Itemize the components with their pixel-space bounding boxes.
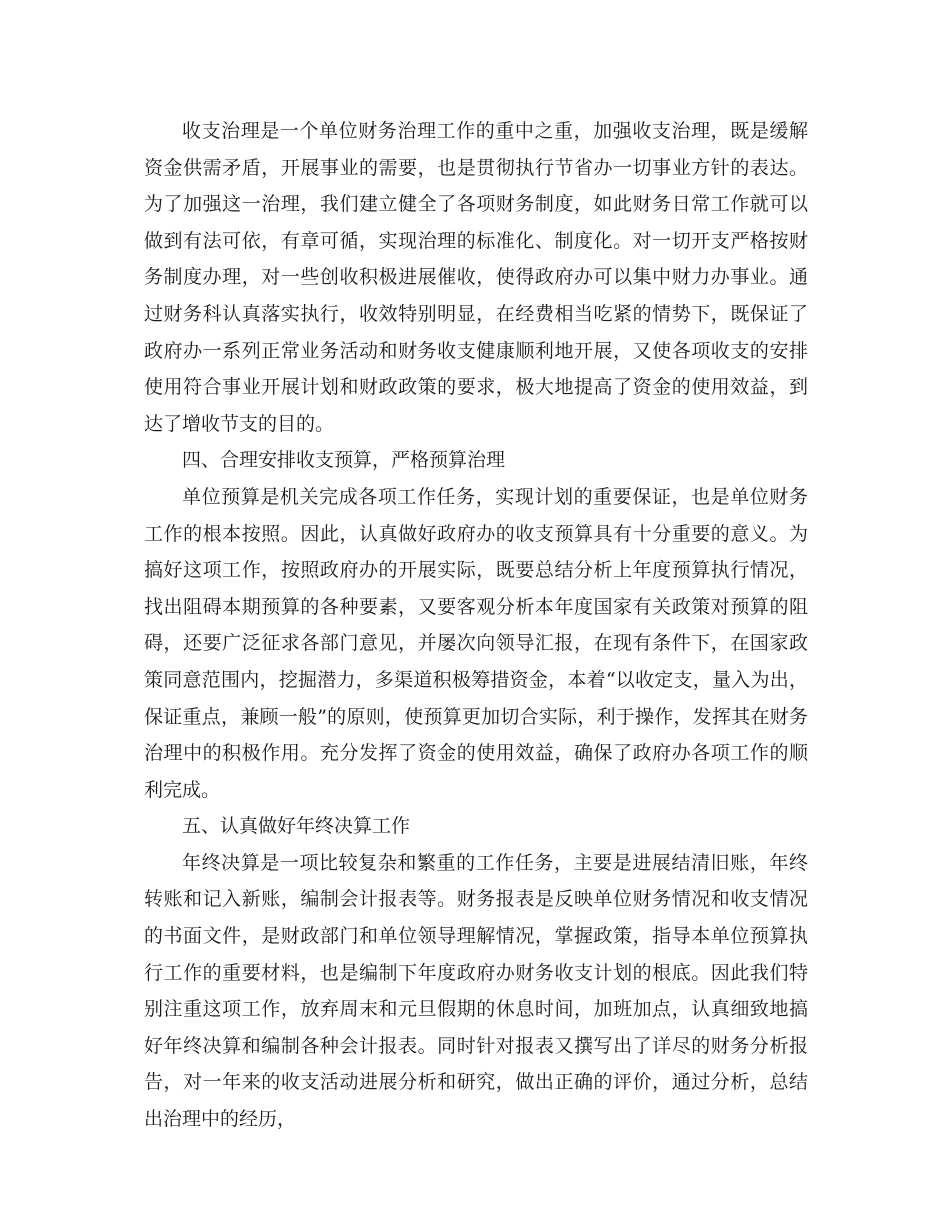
paragraph-year-end-accounts: 年终决算是一项比较复杂和繁重的工作任务，主要是进展结清旧账，年终转账和记入新账，编制会计报表等。财务报表是反映单位财务情况和收支情况的书面文件，是财政部门和单位领导理解情况，掌握政策，指导本单位预算执行工作的重要材料，也是编制下年度政府办财务收支计划的根底。因此我们特别注重这项工作，放弃周末和元旦假期的休息时间，加班加点，认真细致地搞好年终决算和编制各种会计报表。同时针对报表又撰写出了详尽的财务分析报告，对一年来的收支活动进展分析和研究，做出正确的评价，通过分析，总结出治理中的经历， [144, 851, 808, 1131]
paragraph-unit-budget: 单位预算是机关完成各项工作任务，实现计划的重要保证，也是单位财务工作的根本按照。因此，认真做好政府办的收支预算具有十分重要的意义。为搞好这项工作，按照政府办的开展实际，既要总结分析上年度预算执行情况，找出阻碍本期预算的各种要素，又要客观分析本年度国家有关政策对预算的阻碍，还要广泛征求各部门意见，并屡次向领导汇报，在现有条件下，在国家政策同意范围内，挖掘潜力，多渠道积极筹措资金，本着“以收定支，量入为出，保证重点，兼顾一般”的原则，使预算更加切合实际，利于操作，发挥其在财务治理中的积极作用。充分发挥了资金的使用效益，确保了政府办各项工作的顺利完成。 [144, 485, 808, 801]
paragraph-income-expense-management: 收支治理是一个单位财务治理工作的重中之重，加强收支治理，既是缓解资金供需矛盾，开展事业的需要，也是贯彻执行节省办一切事业方针的表达。为了加强这一治理，我们建立健全了各项财务制度，如此财务日常工作就可以做到有法可依，有章可循，实现治理的标准化、制度化。对一切开支严格按财务制度办理，对一些创收积极进展催收，使得政府办可以集中财力办事业。通过财务科认真落实执行，收效特别明显，在经费相当吃紧的情势下，既保证了政府办一系列正常业务活动和财务收支健康顺利地开展，又使各项收支的安排使用符合事业开展计划和财政政策的要求，极大地提高了资金的使用效益，到达了增收节支的目的。 [144, 120, 808, 435]
section-heading-budget: 四、合理安排收支预算，严格预算治理 [182, 449, 506, 472]
section-heading-final-accounts: 五、认真做好年终决算工作 [182, 815, 411, 838]
document-body [144, 113, 808, 1138]
